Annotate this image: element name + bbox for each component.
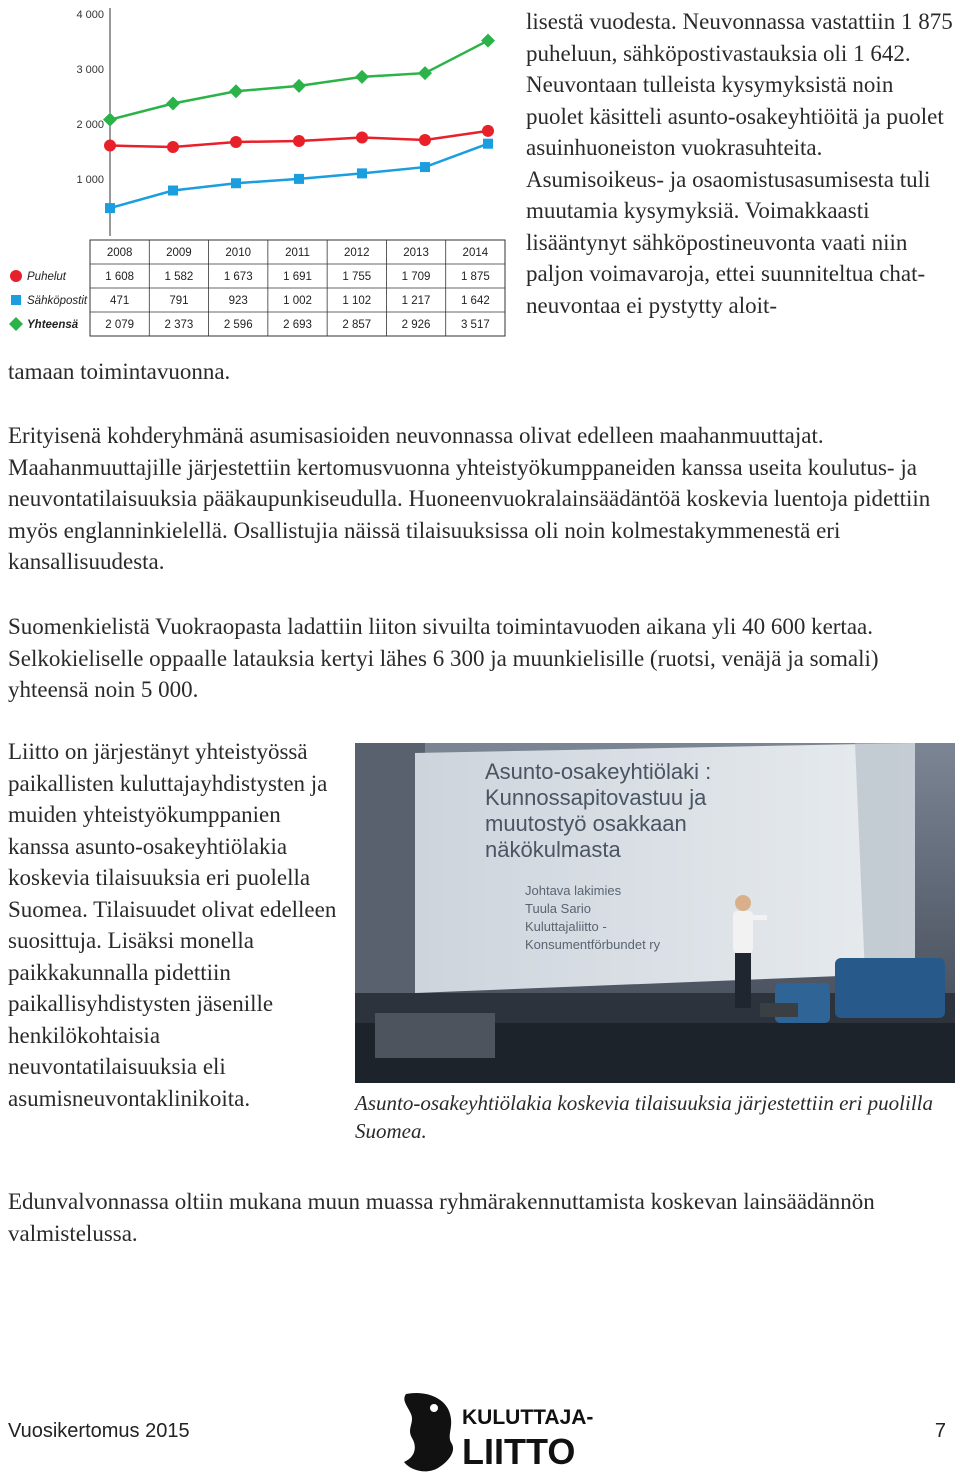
- data-point: [356, 131, 368, 143]
- paragraph-events: Liitto on järjestänyt yhteistyössä paikallisten kuluttajayhdistysten ja muiden yhteistyökumppanien kanssa asunto-osakeyhtiölakia koskevia tilaisuuksia eri puolella Suomea. Tilaisuudet olivat edelleen suosittuja. Lisäksi monella paikkakunnalla pidettiin paikallisyhdistysten jäsenille henkilökohtaisia neuvontatilaisuuksia eli asumisneuvontaklinikoita.: [8, 739, 337, 1111]
- data-label: 923: [228, 295, 248, 307]
- paragraph-immigrants: Erityisenä kohderyhmänä asumisasioiden neuvonnassa olivat edelleen maahanmuuttajat. Maahanmuuttajille järjestettiin kertomusvuonna yhteistyökumppaneiden kanssa useita koulutus- ja neuvontatilaisuuksia pääkaupunkiseudulla. Huoneenvuokralainsäädäntöä koskevia luentoja pidettiin myös englanninkielellä. Osallistujia näissä tilaisuuksissa oli noin kolmestakymmenestä eri kansallisuudesta.: [8, 423, 931, 574]
- data-point: [418, 66, 432, 80]
- data-point: [168, 185, 178, 195]
- legend-marker: [9, 317, 23, 331]
- data-point: [105, 203, 115, 213]
- data-point: [419, 134, 431, 146]
- data-label: 2 693: [283, 319, 312, 331]
- data-point: [231, 178, 241, 188]
- data-point: [355, 70, 369, 84]
- page-number: 7: [934, 1420, 946, 1442]
- slide-line: Asunto-osakeyhtiölaki :: [485, 759, 712, 784]
- data-label: 2 079: [105, 319, 135, 331]
- data-point: [104, 140, 116, 152]
- data-point: [230, 136, 242, 148]
- kuluttajaliitto-logo: [398, 1388, 594, 1476]
- x-tick-label: 2014: [462, 247, 489, 259]
- data-label: 1 217: [401, 295, 431, 307]
- x-tick-label: 2009: [166, 247, 192, 259]
- data-point: [292, 79, 306, 93]
- y-tick-label: 2 000: [76, 119, 104, 131]
- data-label: 1 673: [223, 271, 253, 283]
- x-tick-label: 2013: [403, 247, 429, 259]
- paragraph-rental-guide: Suomenkielistä Vuokraopasta ladattiin liiton sivuilta toimintavuoden aikana yli 40 600 kertaa. Selkokieliselle oppaalle latauksia kertyi lähes 6 300 ja muunkielisille (ruotsi, venäjä ja somali) yhteensä noin 5 000.: [8, 614, 879, 702]
- data-label: 1 875: [460, 271, 490, 283]
- x-tick-label: 2011: [285, 247, 310, 259]
- data-label: 1 691: [283, 271, 312, 283]
- lecture-photo: [355, 743, 955, 1083]
- legend-marker: [10, 270, 22, 282]
- data-label: 1 608: [105, 271, 135, 283]
- data-point: [481, 34, 495, 48]
- data-table: [9, 240, 505, 336]
- data-point: [229, 84, 243, 98]
- paragraph-advocacy: Edunvalvonnassa oltiin mukana muun muassa ryhmärakennuttamista koskevan lainsäädännön valmistelussa.: [8, 1189, 875, 1246]
- slide-line: Konsumentförbundet ry: [525, 937, 661, 952]
- slide-line: muutostyö osakkaan: [485, 811, 687, 836]
- data-label: 1 002: [283, 295, 312, 307]
- series-lines: [103, 34, 495, 214]
- slide-line: Johtava lakimies: [525, 883, 622, 898]
- data-point: [167, 141, 179, 153]
- x-tick-label: 2012: [343, 247, 370, 259]
- data-label: 1 102: [342, 295, 372, 307]
- data-label: 2 857: [342, 319, 372, 331]
- data-label: 2 926: [401, 319, 431, 331]
- data-label: 2 596: [223, 319, 253, 331]
- photo-caption: Asunto-osakeyhtiölakia koskevia tilaisuuksia järjestettiin eri puolilla Suomea.: [355, 1091, 933, 1143]
- contact-statistics-chart: [0, 0, 515, 345]
- slide-line: Kuluttajaliitto -: [525, 919, 607, 934]
- x-tick-label: 2008: [106, 247, 133, 259]
- slide-line: Tuula Sario: [525, 901, 591, 916]
- data-label: 471: [110, 295, 130, 307]
- logo-text-line1: KULUTTAJA-: [462, 1406, 594, 1429]
- data-point: [482, 125, 494, 137]
- data-point: [420, 162, 430, 172]
- slide-line: Kunnossapitovastuu ja: [485, 785, 707, 810]
- data-label: 1 582: [164, 271, 194, 283]
- y-axis: [76, 8, 110, 236]
- slide-line: näkökulmasta: [485, 837, 621, 862]
- y-tick-label: 3 000: [76, 64, 104, 76]
- paragraph-advisory-tail: tamaan toimintavuonna.: [8, 359, 231, 384]
- logo-text-line2: LIITTO: [462, 1431, 576, 1472]
- y-tick-label: 1 000: [76, 174, 104, 186]
- paragraph-advisory-summary: lisestä vuodesta. Neuvonnassa vastattiin 1 875 puheluun, sähköpostivastauksia oli 1 642. Neuvontaan tulleista kysymyksistä noin puolet käsitteli asunto-osakeyhtiöitä ja puolet asuinhuoneiston vuokrasuhteita. Asumisoikeus- ja osaomistusasumisesta tuli muutamia kysymyksiä. Voimakkaasti lisääntynyt sähköpostineuvonta vaati niin paljon voimavaroja, ettei suunniteltua chat-neuvontaa ei pystytty aloit-: [526, 9, 953, 318]
- data-point: [357, 168, 367, 178]
- legend-label: Yhteensä: [27, 319, 79, 331]
- legend-marker: [11, 295, 21, 305]
- footer-report-title: Vuosikertomus 2015: [8, 1420, 190, 1442]
- y-tick-label: 4 000: [76, 9, 104, 21]
- data-label: 3 517: [460, 319, 490, 331]
- data-point: [166, 96, 180, 110]
- data-label: 1 755: [342, 271, 372, 283]
- legend-label: Sähköpostit: [27, 295, 88, 307]
- data-label: 2 373: [164, 319, 194, 331]
- data-label: 1 709: [401, 271, 431, 283]
- x-tick-label: 2010: [225, 247, 252, 259]
- data-label: 791: [169, 295, 189, 307]
- data-point: [483, 139, 493, 149]
- data-label: 1 642: [460, 295, 490, 307]
- data-point: [294, 174, 304, 184]
- data-point: [103, 113, 117, 127]
- legend-label: Puhelut: [27, 271, 67, 283]
- data-point: [293, 135, 305, 147]
